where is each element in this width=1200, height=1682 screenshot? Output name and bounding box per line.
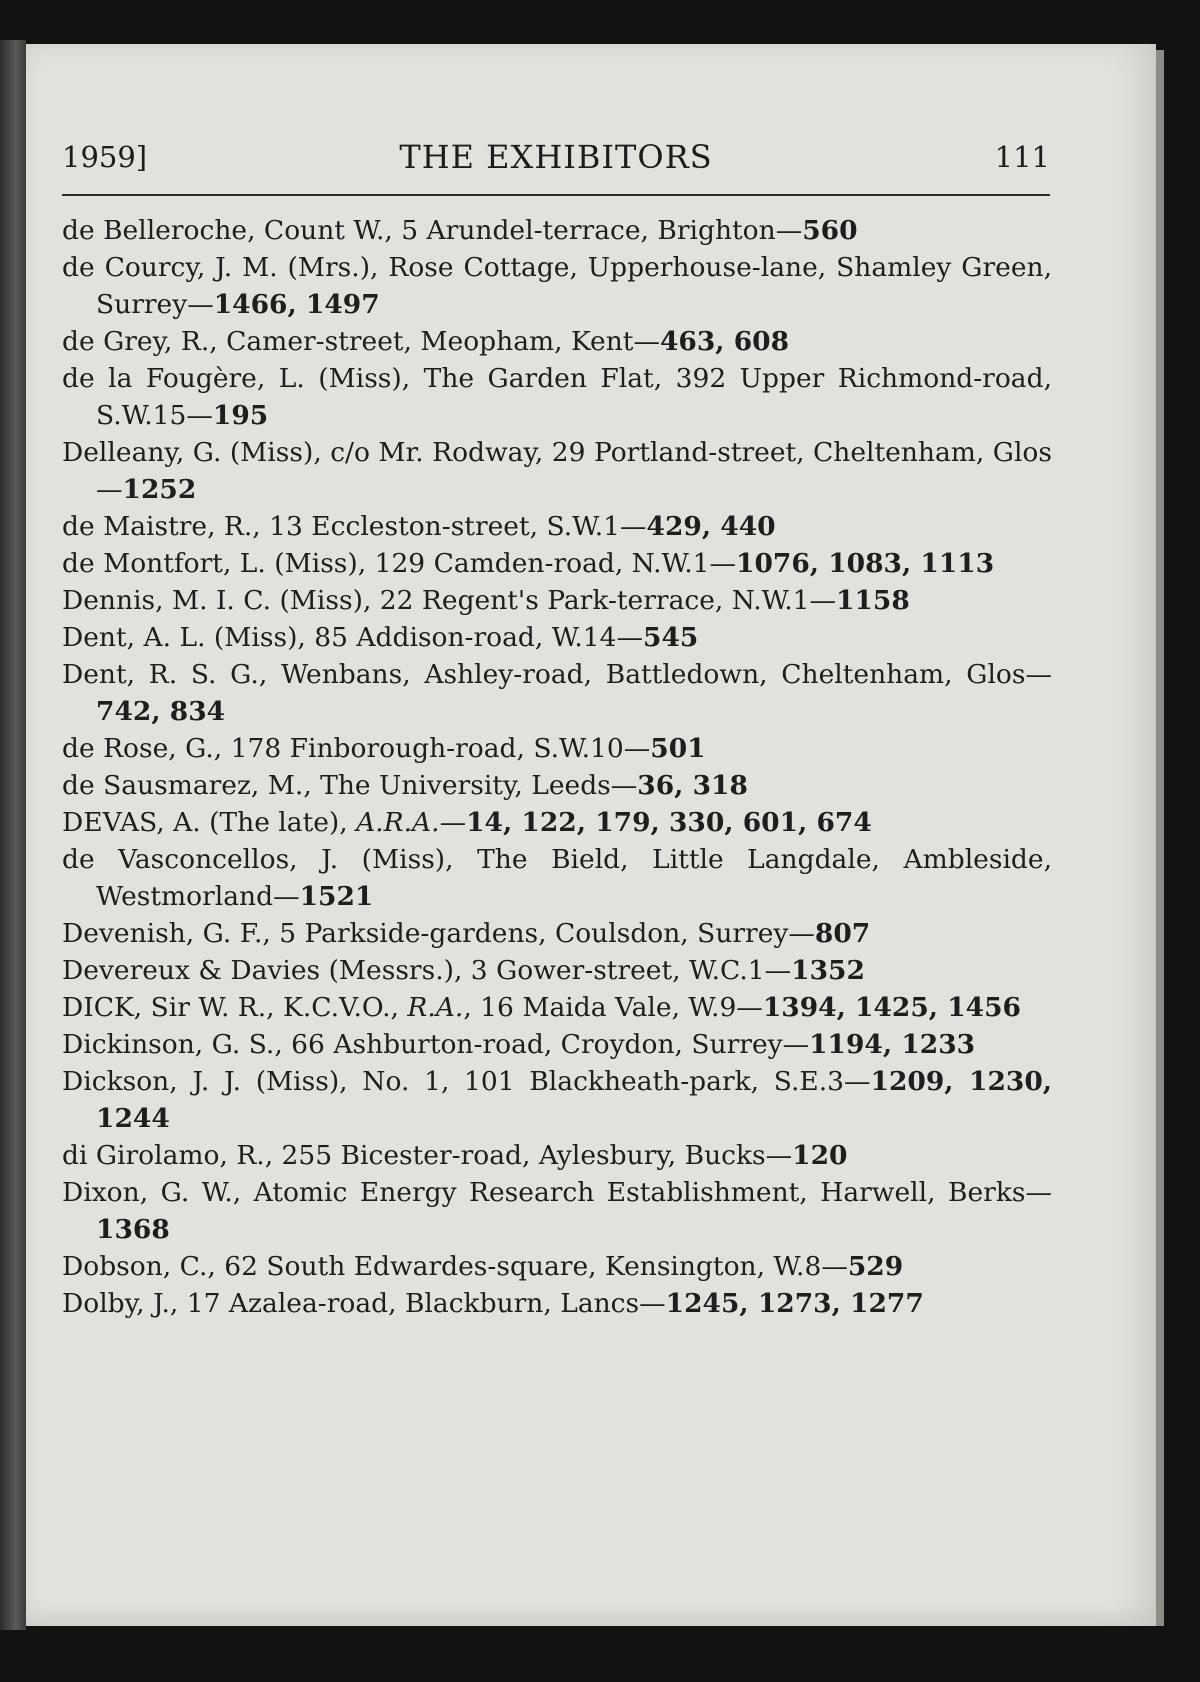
- exhibit-numbers: 742, 834: [96, 696, 226, 727]
- exhibit-numbers: 529: [847, 1251, 904, 1282]
- exhibit-numbers: 1194, 1233: [809, 1029, 976, 1060]
- exhibit-numbers: 1521: [299, 881, 374, 912]
- exhibitor-address-tail: , 16 Maida Vale, W.9—: [463, 992, 763, 1023]
- exhibitor-entry: [62, 434, 1052, 508]
- exhibitor-entry: [62, 1137, 1052, 1174]
- exhibit-numbers: 1252: [122, 474, 197, 505]
- header-year: 1959]: [62, 140, 148, 174]
- exhibit-numbers: 14, 122, 179, 330, 601, 674: [466, 807, 872, 838]
- exhibitor-entry: [62, 1248, 1052, 1285]
- exhibitor-entry: [62, 989, 1052, 1026]
- exhibitor-name-address: Dennis, M. I. C. (Miss), 22 Regent's Park-terrace, N.W.1—: [62, 585, 837, 616]
- exhibitor-entry: [62, 545, 1052, 582]
- exhibitor-name-address: DEVAS, A. (The late),: [62, 807, 357, 838]
- exhibit-numbers: 560: [802, 215, 858, 246]
- exhibit-numbers: 1245, 1273, 1277: [665, 1288, 924, 1319]
- exhibit-numbers: 1076, 1083, 1113: [736, 548, 995, 579]
- exhibitor-name-address: Dolby, J., 17 Azalea-road, Blackburn, Lancs—: [62, 1288, 666, 1319]
- exhibitor-entry: [62, 508, 1052, 545]
- exhibit-numbers: 1368: [96, 1214, 170, 1245]
- exhibitor-list: [62, 212, 1052, 1322]
- exhibitor-entry: [62, 915, 1052, 952]
- exhibit-numbers: 429, 440: [646, 511, 776, 542]
- exhibit-numbers: 463, 608: [659, 326, 790, 357]
- exhibit-numbers: 195: [212, 400, 269, 431]
- exhibitor-name-address: Dent, R. S. G., Wenbans, Ashley-road, Battledown, Cheltenham, Glos—: [62, 659, 1052, 690]
- exhibitor-entry: [62, 1026, 1052, 1063]
- exhibitor-name-address: Dickinson, G. S., 66 Ashburton-road, Croydon, Surrey—: [62, 1029, 810, 1060]
- exhibitor-entry: [62, 730, 1052, 767]
- exhibitor-entry: [62, 1063, 1052, 1137]
- exhibitor-entry: [62, 1174, 1052, 1248]
- exhibitor-name-address: Delleany, G. (Miss), c/o Mr. Rodway, 29 Portland-street, Cheltenham, Glos—: [62, 437, 1052, 505]
- exhibitor-name-address: de la Fougère, L. (Miss), The Garden Flat, 392 Upper Richmond-road, S.W.15—: [62, 363, 1052, 431]
- exhibit-numbers: 1158: [836, 585, 910, 616]
- page-number: 111: [994, 140, 1050, 174]
- exhibitor-entry: [62, 767, 1052, 804]
- exhibitor-name-address: Devenish, G. F., 5 Parkside-gardens, Coulsdon, Surrey—: [62, 918, 815, 949]
- exhibitor-name-address: de Belleroche, Count W., 5 Arundel-terrace, Brighton—: [62, 215, 803, 246]
- exhibitor-entry: [62, 656, 1052, 730]
- exhibit-numbers: 36, 318: [637, 770, 748, 801]
- exhibitor-name-address: Devereux & Davies (Messrs.), 3 Gower-street, W.C.1—: [62, 955, 792, 986]
- exhibitor-entry: [62, 323, 1052, 360]
- exhibitor-name-address: de Courcy, J. M. (Mrs.), Rose Cottage, Upperhouse-lane, Shamley Green, Surrey—: [62, 252, 1052, 320]
- exhibitor-entry: [62, 841, 1052, 915]
- exhibit-numbers: 501: [650, 733, 706, 764]
- exhibitor-name-address: DICK, Sir W. R., K.C.V.O.,: [62, 992, 408, 1023]
- exhibitor-honors: R.A.: [407, 992, 464, 1023]
- exhibit-numbers: 1352: [791, 955, 865, 986]
- exhibitor-name-address: de Maistre, R., 13 Eccleston-street, S.W.1—: [62, 511, 647, 542]
- exhibitor-entry: [62, 804, 1052, 841]
- exhibit-numbers: 1209, 1230, 1244: [96, 1066, 1052, 1134]
- exhibitor-name-address: Dent, A. L. (Miss), 85 Addison-road, W.14—: [62, 622, 643, 653]
- exhibitor-entry: [62, 582, 1052, 619]
- exhibit-numbers: 807: [814, 918, 871, 949]
- exhibitor-entry: [62, 212, 1052, 249]
- exhibit-numbers: 120: [792, 1140, 848, 1171]
- book-gutter: [0, 40, 26, 1630]
- running-header: [62, 138, 1050, 182]
- exhibitor-name-address: de Rose, G., 178 Finborough-road, S.W.10—: [62, 733, 651, 764]
- exhibitor-name-address: de Montfort, L. (Miss), 129 Camden-road, N.W.1—: [62, 548, 736, 579]
- header-title: THE EXHIBITORS: [399, 138, 713, 176]
- exhibitor-address-tail: —: [439, 807, 467, 838]
- exhibitor-entry: [62, 952, 1052, 989]
- exhibitor-entry: [62, 619, 1052, 656]
- exhibitor-name-address: de Sausmarez, M., The University, Leeds—: [62, 770, 638, 801]
- page-edge: [1156, 50, 1164, 1626]
- exhibit-numbers: 545: [643, 622, 699, 653]
- exhibitor-name-address: Dobson, C., 62 South Edwardes-square, Kensington, W.8—: [62, 1251, 848, 1282]
- exhibitor-honors: A.R.A.: [356, 807, 440, 838]
- exhibitor-name-address: de Vasconcellos, J. (Miss), The Bield, Little Langdale, Ambleside, Westmorland—: [62, 844, 1052, 912]
- exhibit-numbers: 1466, 1497: [213, 289, 380, 320]
- exhibitor-name-address: di Girolamo, R., 255 Bicester-road, Aylesbury, Bucks—: [62, 1140, 793, 1171]
- exhibitor-name-address: Dixon, G. W., Atomic Energy Research Establishment, Harwell, Berks—: [62, 1177, 1052, 1208]
- header-rule: [62, 194, 1050, 196]
- exhibitor-name-address: de Grey, R., Camer-street, Meopham, Kent—: [62, 326, 660, 357]
- exhibitor-entry: [62, 1285, 1052, 1322]
- exhibitor-name-address: Dickson, J. J. (Miss), No. 1, 101 Blackheath-park, S.E.3—: [62, 1066, 871, 1097]
- exhibitor-entry: [62, 249, 1052, 323]
- exhibit-numbers: 1394, 1425, 1456: [762, 992, 1021, 1023]
- exhibitor-entry: [62, 360, 1052, 434]
